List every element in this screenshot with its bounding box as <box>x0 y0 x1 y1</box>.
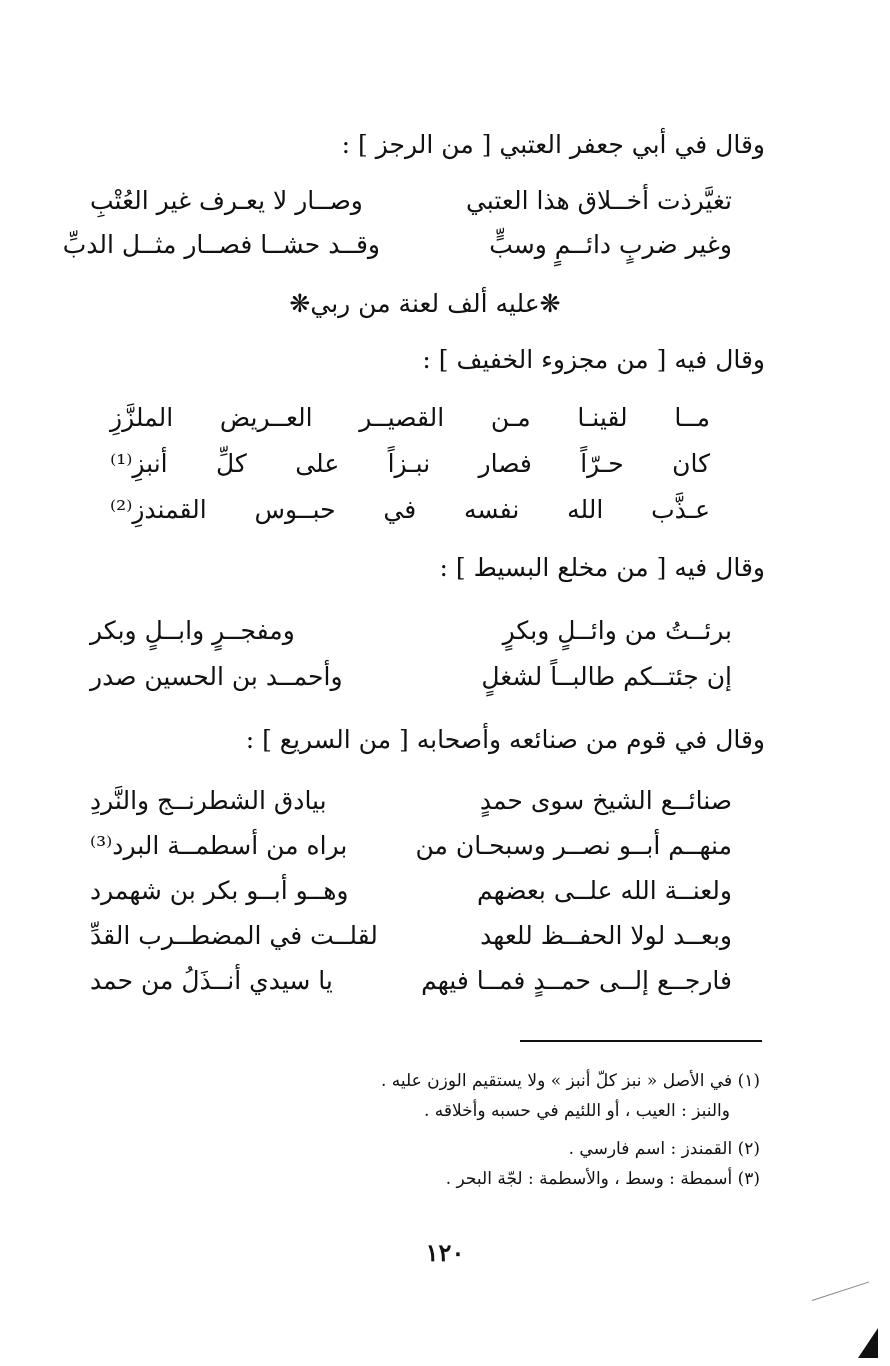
hemistich-right: برئــتُ من وائــلٍ وبكرٍ <box>502 616 732 645</box>
hemistich-right: فارجــع إلــى حمــدٍ فمــا فيهم <box>421 966 732 995</box>
verse-word: كلِّ <box>216 449 247 478</box>
poem-heading-3: وقال فيه [ من مخلع البسيط ] : <box>439 553 765 582</box>
poem-heading-4: وقال في قوم من صنائعه وأصحابه [ من السريع ] : <box>245 725 765 754</box>
verse-word: فصار <box>478 449 532 478</box>
hemistich-left: ومفجــرٍ وابــلٍ وبكر <box>90 616 295 645</box>
hemistich-right: وبعــد لولا الحفــظ للعهد <box>480 921 732 950</box>
verse-2-2 <box>110 442 710 486</box>
verse-4-2 <box>90 825 760 867</box>
page-corner-mark <box>858 1328 878 1358</box>
page-number: ١٢٠ <box>425 1238 465 1267</box>
verse-word: القصيــر <box>359 403 445 432</box>
verse-word: أنبزِ⁽¹⁾ <box>110 449 168 478</box>
hemistich-right: إن جئتــكم طالبــاً لشغلٍ <box>481 662 732 691</box>
verse-word: مـن <box>490 403 531 432</box>
verse-word: الملزَّزِ <box>110 403 174 432</box>
closing-line: ❋عليه ألف لعنة من ربي❋ <box>289 289 561 318</box>
footnote-1: (١) في الأصل « نبز كلّ أنبز » ولا يستقيم الوزن عليه . <box>380 1071 760 1091</box>
verse-2-1 <box>110 396 710 440</box>
poem-heading-1: وقال في أبي جعفر العتبي [ من الرجز ] : <box>341 130 765 159</box>
verse-2-3 <box>110 488 710 532</box>
hemistich-right: ولعنــة الله علــى بعضهم <box>477 876 732 905</box>
verse-word: كان <box>672 449 710 478</box>
verse-word: عـذَّب <box>651 495 710 524</box>
footnote-3: (٣) أسمطة : وسط ، والأسطمة : لجّة البحر . <box>445 1169 760 1189</box>
poem-heading-2: وقال فيه [ من مجزوء الخفيف ] : <box>422 345 765 374</box>
hemistich-left: يا سيدي أنــذَلُ من حمد <box>90 966 333 995</box>
verse-word: في <box>383 495 417 524</box>
verse-3-2 <box>90 656 760 698</box>
verse-1-2 <box>62 224 760 266</box>
verse-word: مــا <box>674 403 710 432</box>
verse-word: نبـزاً <box>387 449 431 478</box>
hemistich-left: بيادق الشطرنــج والنَّردِ <box>90 786 327 815</box>
hemistich-left: وأحمــد بن الحسين صدر <box>90 662 343 691</box>
verse-word: حبــوس <box>254 495 336 524</box>
verse-1-1 <box>90 180 760 222</box>
footnote-2: (٢) القمندز : اسم فارسي . <box>568 1139 760 1159</box>
hemistich-left: وهــو أبــو بكر بن شهمرد <box>90 876 349 905</box>
verse-word: الله <box>567 495 604 524</box>
hemistich-right: تغيَّرذت أخــلاق هذا العتبي <box>465 186 732 215</box>
footnote-separator <box>520 1040 762 1042</box>
verse-word: العــريض <box>219 403 313 432</box>
hemistich-left: وقــد حشــا فصــار مثــل الدبِّ <box>62 230 380 259</box>
hemistich-right: منهــم أبــو نصــر وسبحـان من <box>415 831 732 860</box>
verse-word: حـرّاً <box>580 449 624 478</box>
hemistich-right: صنائــع الشيخ سوى حمدٍ <box>479 786 732 815</box>
verse-4-1 <box>90 780 760 822</box>
hemistich-left: براه من أسطمــة البرد⁽³⁾ <box>90 831 348 860</box>
hemistich-left: وصــار لا يعـرف غير العُتْبِ <box>90 186 363 215</box>
scan-artifact-line <box>812 1281 869 1300</box>
footnote-1-continued: والنبز : العيب ، أو اللئيم في حسبه وأخلاقه . <box>423 1101 730 1121</box>
hemistich-right: وغير ضربٍ دائــمٍ وسبٍّ <box>489 230 732 259</box>
verse-4-5 <box>90 960 760 1002</box>
verse-word: القمندزِ⁽²⁾ <box>110 495 207 524</box>
verse-3-1 <box>90 610 760 652</box>
hemistich-left: لقلــت في المضطــرب القدِّ <box>90 921 378 950</box>
verse-4-3 <box>90 870 760 912</box>
verse-word: على <box>295 449 340 478</box>
verse-word: نفسه <box>463 495 520 524</box>
verse-4-4 <box>90 915 760 957</box>
verse-word: لقينـا <box>577 403 628 432</box>
